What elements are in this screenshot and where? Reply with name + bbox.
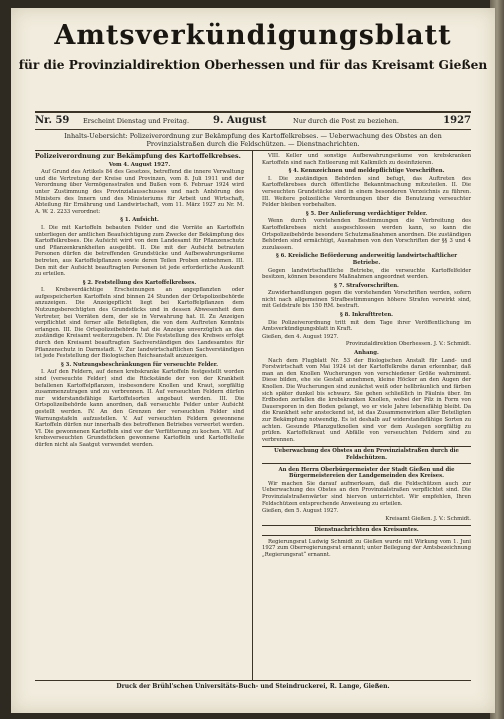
notice-date: Gießen, den 5. August 1927. [262,508,339,515]
section-6-title: § 6. Kreisliche Beförderung anderweitig landwirtschaftlicher Betriebe. [275,253,457,266]
annex-text: Nach dem Flugblatt Nr. 53 der Biologischen Anstalt für Land- und Forstwirtschaft vom Mai 1924 ist der Kartoffelkrebs daran erkennbar, daß man an den Knollen Wucherungen von verschiedener Größe wahrnimmt. Diese bilden, ehe sie Gestalt annehmen, kleine Höcker an den Augen der Knollen. Die Wucherungen sind zunächst weiß oder hellbräunlich und färben sich später dunkel bis schwarz. Sie gehen schließlich in Fäulnis über. Im Erdboden zerfallen die krebskranken Knollen, wobei der Pilz in Form von Dauersporen in den Boden gelangt, wo er viele Jahre lebensfähig bleibt. Da die Krankheit sehr ansteckend ist, ist das Zusammenwirken aller Beteiligten zur Bekämpfung notwendig. Es ist deshalb auf widerstandsfähige Sorten zu achten. Gesunde Pflanzgutknollen sind vor dem Auslegen sorgfältig zu prüfen. Kartoffelkraut und Abfälle von verseuchten Feldern sind zu verbrennen. [262,357,471,443]
section-8-title: § 8. Inkrafttreten. [339,312,394,319]
masthead-subtitle: für die Provinzialdirektion Oberhessen und für das Kreisamt Gießen [18,58,488,72]
section-5-title: § 5. Der Anlieferung verdächtiger Felder. [305,210,428,217]
notice-title: Ueberwachung des Obstes an den Provinzialstraßen durch die Feldschützen. [262,446,471,463]
footer-rule [35,680,471,681]
issue-date: 9. August [213,115,267,126]
notice-signature: Kreisamt Gießen. J. V.: Schmidt. [385,515,471,522]
section-5-text: Wenn durch vorstehenden Bestimmungen die Verbreitung des Kartoffelkrebses nicht ausgeschlossen werden kann, so kann die Ortspolizeibehörde besondere Schutzmaßnahmen anordnen. Die zuständigen Behörden sind ermächtigt, Ausnahmen von den Vorschriften der §§ 3 und 4 zuzulassen. [262,218,471,251]
service-news-text: Regierungsrat Ludwig Schmidt zu Gießen wurde mit Wirkung vom 1. Juni 1927 zum Oberregierungsrat ernannt; unter Beilegung der Amtsbezeichnung „Regierungsrat“ ernannt. [262,538,471,559]
ordinance-intro: Auf Grund des Artikels 84 des Gesetzes, betreffend die innere Verwaltung und die Vertretung der Kreise und Provinzen, vom 8. Juli 1911 und der Verordnung über Vermögensstrafen und Bußen vom 6. Februar 1924 wird unter Zustimmung des Provinzialausschusses und nach Anhörung des Ministers des Innern und des Ministeriums für Arbeit und Wirtschaft, Abteilung für Ernährung und Landwirtschaft, vom 11. März 1927 zu Nr. M. A. W. 2. 2233 verordnet: [35,169,244,215]
table-of-contents: Inhalts-Uebersicht: Polizeiverordnung zur Bekämpfung des Kartoffelkrebses. — Ueberwachung des Obstes an den Provinzialstraßen durch die Feldschützen. — Dienstnachrichten. [64,132,442,148]
ordinance-heading: Polizeiverordnung zur Bekämpfung des Kartoffelkrebses. [35,152,241,160]
section-1-text: I. Die mit Kartoffeln bebauten Felder und die Vorräte an Kartoffeln unterliegen der amtlichen Beaufsichtigung zum Zwecke der Bekämpfung des Kartoffelkrebses. Die Aufsicht wird von dem Landesamt für Pflanzenschutz und Pflanzenkrankheiten ausgeübt. II. Die mit der Aufsicht betrauten Personen dürfen die betreffenden Grundstücke und Aufbewahrungsräume betreten, aus Kartoffelpflanzen sowie deren Teilen Proben entnehmen. III. Den mit der Aufsicht beauftragten Personen ist jede erforderliche Auskunft zu erteilen. [35,224,244,278]
newspaper-page [11,8,495,713]
issue-year: 1927 [443,115,471,126]
issue-number: Nr. 59 [35,115,70,126]
masthead-rule-top [35,111,471,113]
section-8-text: Die Polizeiverordnung tritt mit dem Tage ihrer Veröffentlichung im Amtsverkündigungsblatt in Kraft. [262,319,471,333]
section-4-title: § 4. Kennzeichnen und meldepflichtige Vorschriften. [288,168,445,175]
section-4-text: I. Die zuständigen Behörden sind befugt, das Auftreten des Kartoffelkrebses durch öffentliche Bekanntmachung mitzuteilen. II. Die verseuchten Grundstücke sind in einem besonderen Verzeichnis zu führen. III. Weitere polizeiliche Verordnungen über die Benutzung verseuchter Felder bleiben vorbehalten. [262,175,471,209]
section-7-title: § 7. Strafvorschriften. [334,282,399,289]
contents-rule [35,150,471,151]
section-3-title: § 3. Nutzungsbeschränkungen für verseuchte Felder. [61,361,218,368]
section-2-text: I. Krebsverdächtige Erscheinungen an angepflanzten oder aufgespeicherten Kartoffeln sind binnen 24 Stunden der Ortspolizeibehörde anzuzeigen. Die Anzeigepflicht liegt bei Kartoffelpflanzen dem Nutzungsberechtigten des Grundstücks und in dessen Abwesenheit dem Vertreter, bei Vorräten dem, der sie in Verwahrung hat. II. Zu Anzeigen verpflichtet sind ferner alle Beteiligten, die von dem Auftreten Kenntnis erlangen. III. Die Ortspolizeibehörde hat die Anzeige unverzüglich an das zuständige Kreisamt weiterzugeben. IV. Die Feststellung des Krebses erfolgt durch den Kreisamt beauftragten Sachverständigen des Landesamtes für Pflanzenschutz in Darmstadt. V. Zur landwirtschaftlichen Sachverständigen ist jede Feststellung der Biologischen Reichsanstalt anzuzeigen. [35,287,244,360]
service-news-title: Dienstnachrichten des Kreisamtes. [262,525,471,536]
ordinance-place-date: Gießen, den 4. August 1927. [262,333,339,340]
section-1-title: § 1. Aufsicht. [120,217,159,224]
masthead-rule-bottom [35,129,471,130]
section-2-title: § 2. Feststellung des Kartoffelkrebses. [82,279,197,286]
ordinance-date: Vom 4. August 1927. [108,161,171,168]
issue-line [35,115,471,129]
column-divider [252,151,253,681]
right-column [262,153,471,560]
annex-title: Anhang. [354,350,379,357]
ordinance-signature: Provinzialdirektion Oberhessen. J. V.: Schmidt. [345,341,471,348]
left-column [35,153,244,450]
section-3-continued: VIII. Keller und sonstige Aufbewahrungsräume von krebskranken Kartoffeln sind nach Entleerung mit Kalkmilch zu desinfizieren. [262,153,471,166]
section-3-text: I. Auf den Feldern, auf denen krebskranke Kartoffeln festgestellt worden sind (verseuchte Felder) sind die Rückstände der von der Krankheit befallenen Kartoffelpflanzen, insbesondere Knollen und Kraut, sorgfältig zusammenzutragen und zu verbrennen. II. Auf verseuchten Feldern dürfen nur widerstandsfähige Kartoffelsorten angebaut werden. III. Die Ortspolizeibehörde kann anordnen, daß verseuchte Felder unter Aufsicht gestellt werden. IV. An den Grenzen der verseuchten Felder sind Warnungstafeln aufzustellen. V. Auf verseuchten Feldern gewonnene Kartoffeln dürfen nur innerhalb des betroffenen Betriebes verwertet werden. VI. Die gewonnenen Kartoffeln sind vor der Verfütterung zu kochen. VII. Auf krebsverseuchten Grundstücken gewonnene Kartoffeln und Kartoffelteile dürfen nicht als Saatgut verwendet werden. [35,369,244,448]
notice-text: Wir machen Sie darauf aufmerksam, daß die Feldschützen auch zur Ueberwachung des Obstes an den Provinzialstraßen verpflichtet sind. Die Provinzialstraßenwärter sind hiervon unterrichtet. Wir empfehlen, Ihren Feldschützen entsprechende Anweisung zu erteilen. [262,480,471,507]
section-7-text: Zuwiderhandlungen gegen die vorstehenden Vorschriften werden, sofern nicht nach allgemeinen Strafbestimmungen höhere Strafen verwirkt sind, mit Geldstrafe bis 150 RM. bestraft. [262,290,471,310]
issue-postal: Nur durch die Post zu beziehen. [293,117,399,125]
masthead-title: Amtsverkündigungsblatt [54,20,452,51]
issue-schedule: Erscheint Dienstag und Freitag. [83,117,190,125]
printer-imprint: Druck der Brühl'schen Universitäts-Buch- und Steindruckerei, R. Lange, Gießen. [116,683,390,690]
notice-addressee: An den Herrn Oberbürgermeister der Stadt Gießen und die Bürgermeistereien der Landgemeinden des Kreises. [278,466,455,480]
section-6-text: Gegen landwirtschaftliche Betriebe, die verseuchte Kartoffelfelder besitzen, können besondere Maßnahmen angeordnet werden. [262,267,471,281]
